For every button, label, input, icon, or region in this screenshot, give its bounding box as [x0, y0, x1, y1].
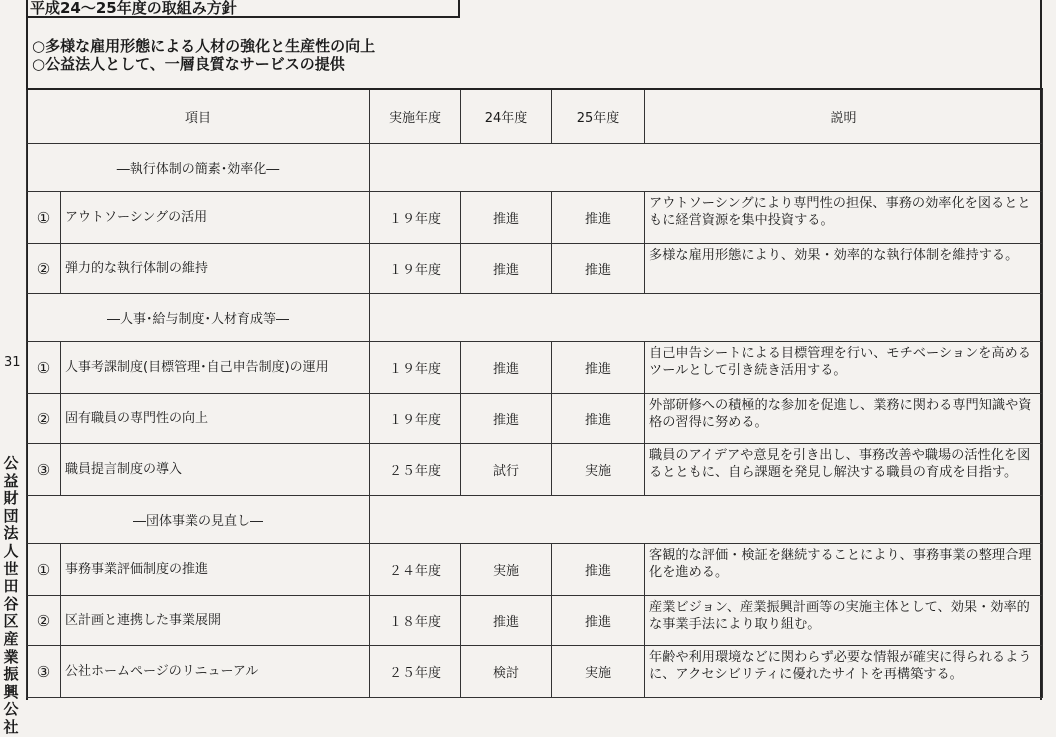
- table-row: [27, 192, 1043, 244]
- section-filler: [370, 144, 1043, 192]
- section-title: ―人事･給与制度･人材育成等―: [27, 294, 370, 342]
- row-start-year: １９年度: [370, 394, 461, 444]
- row-start-year: １８年度: [370, 596, 461, 646]
- row-fy24-status: 推進: [461, 596, 552, 646]
- header-fy25: 25年度: [552, 89, 645, 144]
- row-start-year: ２４年度: [370, 544, 461, 596]
- row-fy24-status: 検討: [461, 646, 552, 698]
- row-fy25-status: 推進: [552, 192, 645, 244]
- header-description: 説明: [645, 89, 1043, 144]
- row-number: ③: [27, 646, 61, 698]
- row-number: ①: [27, 544, 61, 596]
- organization-name: 公益財団法人世田谷区産業振興公社: [3, 454, 19, 736]
- table-header-row: [27, 89, 1043, 144]
- header-fy24: 24年度: [461, 89, 552, 144]
- table-row: [27, 596, 1043, 646]
- header-item: 項目: [27, 89, 370, 144]
- table-row: [27, 646, 1043, 698]
- row-description: 多様な雇用形態により、効果・効率的な執行体制を維持する。: [645, 244, 1043, 294]
- row-description: 自己申告シートによる目標管理を行い、モチベーションを高めるツールとして引き続き活用する。: [645, 342, 1043, 394]
- section-row: [27, 496, 1043, 544]
- table-row: [27, 244, 1043, 294]
- row-description: 年齢や利用環境などに関わらず必要な情報が確実に得られるように、アクセシビリティに優れたサイトを再構築する。: [645, 646, 1043, 698]
- page-heading: 平成24～25年度の取組み方針: [30, 0, 237, 17]
- header-year: 実施年度: [370, 89, 461, 144]
- row-fy24-status: 推進: [461, 342, 552, 394]
- section-title: ―団体事業の見直し―: [27, 496, 370, 544]
- table-row: [27, 342, 1043, 394]
- row-description: 職員のアイデアや意見を引き出し、事務改善や職場の活性化を図るとともに、自ら課題を発見し解決する職員の育成を目指す。: [645, 444, 1043, 496]
- section-title: ―執行体制の簡素･効率化―: [27, 144, 370, 192]
- row-fy25-status: 推進: [552, 342, 645, 394]
- row-start-year: １９年度: [370, 342, 461, 394]
- row-fy24-status: 実施: [461, 544, 552, 596]
- row-number: ②: [27, 394, 61, 444]
- row-fy24-status: 推進: [461, 192, 552, 244]
- row-item-name: 区計画と連携した事業展開: [61, 596, 370, 646]
- row-item-name: 弾力的な執行体制の維持: [61, 244, 370, 294]
- table-row: [27, 394, 1043, 444]
- row-item-name: 固有職員の専門性の向上: [61, 394, 370, 444]
- table-row: [27, 544, 1043, 596]
- row-description: アウトソーシングにより専門性の担保、事務の効率化を図るとともに経営資源を集中投資する。: [645, 192, 1043, 244]
- row-start-year: １９年度: [370, 244, 461, 294]
- row-description: 産業ビジョン、産業振興計画等の実施主体として、効果・効率的な事業手法により取り組む。: [645, 596, 1043, 646]
- row-fy25-status: 推進: [552, 596, 645, 646]
- row-fy24-status: 試行: [461, 444, 552, 496]
- table-row: [27, 444, 1043, 496]
- policy-line-1: ○多様な雇用形態による人材の強化と生産性の向上: [32, 37, 376, 55]
- row-item-name: 人事考課制度(目標管理･自己申告制度)の運用: [61, 342, 370, 394]
- section-row: [27, 294, 1043, 342]
- row-fy24-status: 推進: [461, 244, 552, 294]
- row-number: ③: [27, 444, 61, 496]
- row-item-name: 事務事業評価制度の推進: [61, 544, 370, 596]
- row-fy25-status: 推進: [552, 244, 645, 294]
- section-filler: [370, 294, 1043, 342]
- row-fy25-status: 実施: [552, 444, 645, 496]
- row-item-name: 公社ホームページのリニューアル: [61, 646, 370, 698]
- row-number: ②: [27, 596, 61, 646]
- row-start-year: ２５年度: [370, 646, 461, 698]
- policy-line-2: ○公益法人として、一層良質なサービスの提供: [32, 55, 345, 73]
- row-description: 外部研修への積極的な参加を促進し、業務に関わる専門知識や資格の習得に努める。: [645, 394, 1043, 444]
- section-row: [27, 144, 1043, 192]
- section-filler: [370, 496, 1043, 544]
- row-number: ②: [27, 244, 61, 294]
- row-fy25-status: 推進: [552, 544, 645, 596]
- row-start-year: １９年度: [370, 192, 461, 244]
- page-number: 31: [4, 355, 21, 370]
- row-item-name: アウトソーシングの活用: [61, 192, 370, 244]
- row-item-name: 職員提言制度の導入: [61, 444, 370, 496]
- row-fy24-status: 推進: [461, 394, 552, 444]
- row-fy25-status: 実施: [552, 646, 645, 698]
- heading-rule-vertical: [458, 0, 460, 18]
- row-number: ①: [27, 342, 61, 394]
- row-description: 客観的な評価・検証を継続することにより、事務事業の整理合理化を進める。: [645, 544, 1043, 596]
- row-number: ①: [27, 192, 61, 244]
- initiatives-table: [26, 88, 1043, 698]
- row-start-year: ２５年度: [370, 444, 461, 496]
- row-fy25-status: 推進: [552, 394, 645, 444]
- heading-rule: [28, 16, 458, 18]
